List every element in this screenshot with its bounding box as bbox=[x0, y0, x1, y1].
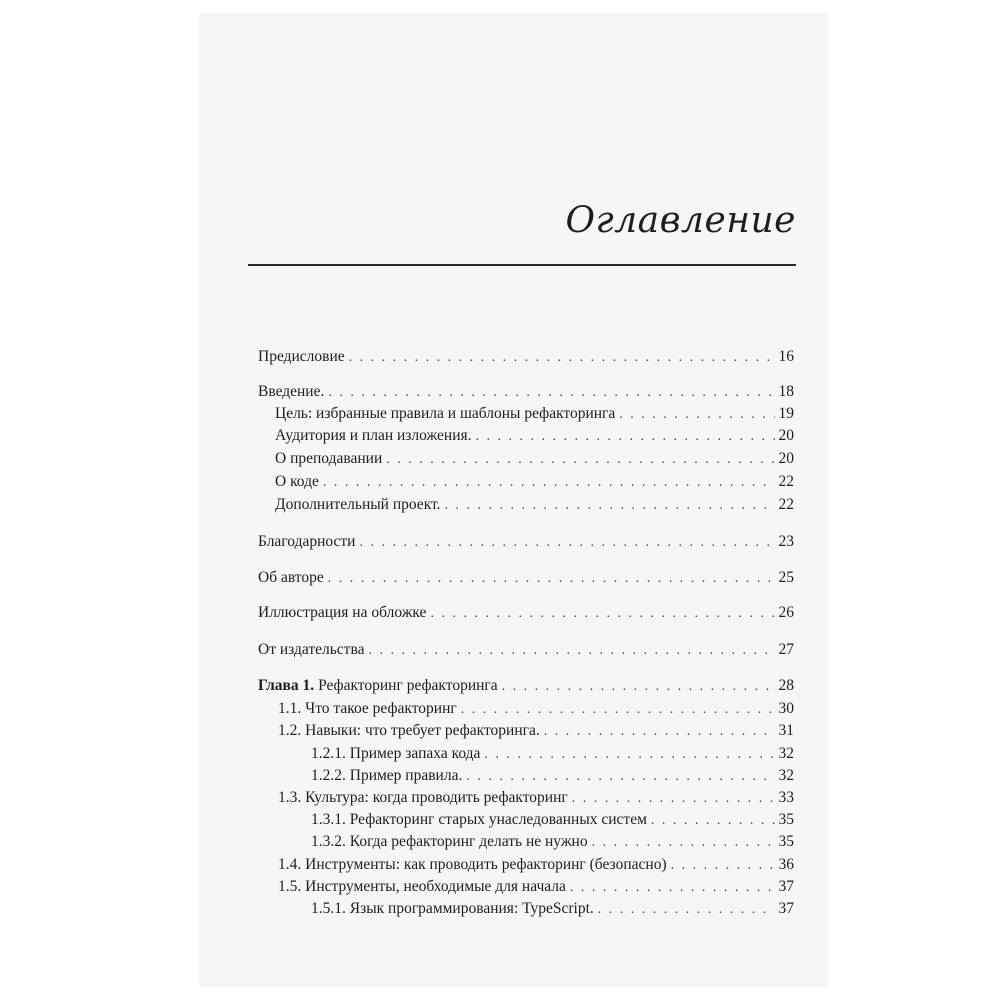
toc-entry-page: 20 bbox=[778, 427, 794, 444]
toc-entry-label: 1.2.1. Пример запаха кода bbox=[311, 745, 481, 762]
heading-rule bbox=[248, 264, 796, 266]
toc-entry-label: 1.2. Навыки: что требует рефакторинга. bbox=[278, 722, 540, 739]
toc-entry bbox=[275, 472, 794, 493]
toc-entry-label: 1.5. Инструменты, необходимые для начала bbox=[278, 878, 566, 895]
toc-leader-dots bbox=[461, 700, 775, 720]
toc-entry bbox=[275, 449, 794, 470]
toc-entry bbox=[275, 495, 794, 516]
toc-entry bbox=[258, 382, 794, 403]
toc-leader-dots bbox=[430, 604, 774, 624]
toc-entry bbox=[258, 568, 794, 589]
chapter-number: Глава 1. bbox=[258, 677, 315, 694]
toc-entry bbox=[311, 832, 794, 853]
toc-leader-dots bbox=[328, 383, 774, 403]
chapter-title: Рефакторинг рефакторинга bbox=[314, 677, 498, 694]
toc-entry bbox=[278, 788, 794, 809]
toc-entry-page: 20 bbox=[778, 450, 794, 467]
toc-entry-label: Введение. bbox=[258, 383, 325, 400]
toc-leader-dots bbox=[619, 405, 774, 425]
toc-entry-label: О коде bbox=[275, 473, 319, 490]
toc-leader-dots bbox=[484, 745, 774, 765]
toc-entry-label: Цель: избранные правила и шаблоны рефакторинга bbox=[275, 405, 616, 422]
toc-entry-page: 19 bbox=[778, 405, 794, 422]
toc-entry-page: 32 bbox=[778, 745, 794, 762]
toc-entry bbox=[275, 426, 794, 447]
toc-leader-dots bbox=[502, 677, 775, 697]
toc-entry-page: 22 bbox=[778, 496, 794, 513]
toc-entry-page: 22 bbox=[778, 473, 794, 490]
toc-entry bbox=[278, 855, 794, 876]
toc-entry bbox=[258, 640, 794, 661]
toc-entry-label: 1.5.1. Язык программирования: TypeScript. bbox=[311, 900, 594, 917]
toc-entry-page: 25 bbox=[778, 569, 794, 586]
toc-leader-dots bbox=[592, 833, 775, 853]
toc-entry-label: 1.3.1. Рефакторинг старых унаследованных систем bbox=[311, 811, 647, 828]
toc-entry-page: 28 bbox=[778, 677, 794, 694]
toc-leader-dots bbox=[359, 533, 774, 553]
toc-entry-page: 37 bbox=[778, 878, 794, 895]
toc-chapter-entry bbox=[258, 676, 794, 697]
toc-entry-page: 18 bbox=[778, 383, 794, 400]
toc-leader-dots bbox=[671, 856, 775, 876]
toc-entry-label: 1.1. Что такое рефакторинг bbox=[278, 700, 457, 717]
toc-entry bbox=[311, 810, 794, 831]
toc-leader-dots bbox=[349, 348, 775, 368]
toc-entry-page: 16 bbox=[778, 348, 794, 365]
toc-leader-dots bbox=[544, 722, 775, 742]
toc-entry-page: 27 bbox=[778, 641, 794, 658]
toc-entry-label: Аудитория и план изложения. bbox=[275, 427, 472, 444]
toc-entry-label: 1.3. Культура: когда проводить рефакторинг bbox=[278, 789, 568, 806]
toc-entry-label: 1.4. Инструменты: как проводить рефакторинг (безопасно) bbox=[278, 856, 667, 873]
toc-leader-dots bbox=[368, 641, 774, 661]
toc-entry-page: 30 bbox=[778, 700, 794, 717]
toc-leader-dots bbox=[572, 789, 775, 809]
toc-leader-dots bbox=[386, 450, 774, 470]
toc-entry bbox=[258, 347, 794, 368]
toc-entry-page: 26 bbox=[778, 604, 794, 621]
toc-entry-page: 23 bbox=[778, 533, 794, 550]
toc-entry-label: Иллюстрация на обложке bbox=[258, 604, 427, 621]
toc-leader-dots bbox=[466, 767, 774, 787]
toc-heading: Оглавление bbox=[565, 200, 796, 241]
toc-entry-label bbox=[258, 676, 498, 696]
toc-entry-label: Дополнительный проект. bbox=[275, 496, 441, 513]
toc-entry bbox=[311, 899, 794, 920]
toc-leader-dots bbox=[570, 878, 775, 898]
toc-leader-dots bbox=[476, 427, 775, 447]
toc-entry bbox=[258, 532, 794, 553]
toc-entry-label: Предисловие bbox=[258, 348, 345, 365]
toc-entry bbox=[278, 877, 794, 898]
toc-entry-label: О преподавании bbox=[275, 450, 383, 467]
toc-entry bbox=[278, 721, 794, 742]
toc-entry bbox=[311, 744, 794, 765]
toc-leader-dots bbox=[328, 569, 775, 589]
toc-entry bbox=[278, 699, 794, 720]
toc-entry-page: 32 bbox=[778, 767, 794, 784]
toc-leader-dots bbox=[598, 900, 775, 920]
toc-entry-page: 35 bbox=[778, 811, 794, 828]
toc-entry-page: 33 bbox=[778, 789, 794, 806]
toc-entry-label: Благодарности bbox=[258, 533, 356, 550]
toc-leader-dots bbox=[445, 496, 775, 516]
toc-entry-page: 31 bbox=[778, 722, 794, 739]
toc-entry bbox=[258, 603, 794, 624]
toc-leader-dots bbox=[323, 473, 775, 493]
toc-entry bbox=[311, 766, 794, 787]
toc-entry-label: Об авторе bbox=[258, 569, 324, 586]
toc-entry-label: 1.3.2. Когда рефакторинг делать не нужно bbox=[311, 833, 588, 850]
toc-entry-label: От издательства bbox=[258, 641, 365, 658]
toc-entry bbox=[275, 404, 794, 425]
toc-entry-page: 36 bbox=[778, 856, 794, 873]
toc-entry-page: 37 bbox=[778, 900, 794, 917]
toc-entry-label: 1.2.2. Пример правила. bbox=[311, 767, 463, 784]
toc-leader-dots bbox=[651, 811, 775, 831]
toc-entry-page: 35 bbox=[778, 833, 794, 850]
